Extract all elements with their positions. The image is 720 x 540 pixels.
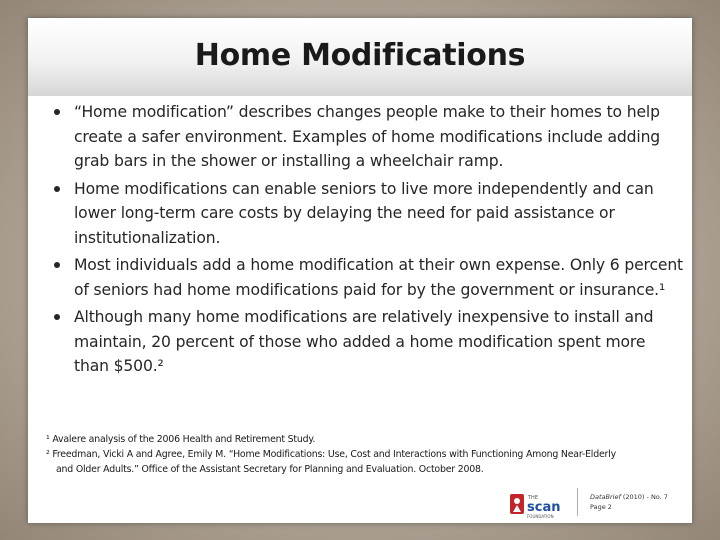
logo-divider [577,488,578,516]
brief-number: No. 7 [650,493,668,501]
footnotes [46,432,686,477]
data-brief-label [590,492,668,512]
logo-small-text: THE [528,495,538,501]
bullet-text: Although many home modifications are relatively inexpensive to install and maintain, 20 percent of those who added a home modification spent more than $500.² [74,308,654,375]
brief-series: DataBrief [590,493,621,501]
bullet-item [54,305,684,379]
brief-line-1: DataBrief (2010) - No. 7 [590,493,668,501]
bullet-dot-icon [54,186,60,192]
bullet-text: Home modifications can enable seniors to live more independently and can lower long-term care costs by delaying the need for paid assistance or institutionalization. [74,179,654,247]
brief-year: (2010) [622,493,645,501]
slide-title: Home Modifications [194,38,526,73]
bullet-list [54,100,684,382]
scan-foundation-logo [508,490,576,522]
title-band [28,18,692,96]
bullet-item [54,253,684,302]
bullet-dot-icon [54,262,60,268]
logo-mark-icon [508,490,576,522]
logo-name: scan [527,500,561,515]
bullet-text: “Home modification” describes changes people make to their homes to help create a safer environment. Examples of home modifications include adding grab bars in the shower or installing a wheelchair ramp. [74,103,661,170]
bullet-item [54,177,684,251]
footnote-2-line-1: ² Freedman, Vicki A and Agree, Emily M. “Home Modifications: Use, Cost and Interactions with Functioning Among Near-Elderly [46,449,616,460]
bullet-text: Most individuals add a home modification at their own expense. Only 6 percent of seniors had home modifications paid for by the government or insurance.¹ [74,256,684,299]
logo-tagline: FOUNDATION [527,514,554,519]
slide [28,18,692,523]
footnote-1: ¹ Avalere analysis of the 2006 Health and Retirement Study. [46,434,316,445]
brief-page: Page 2 [590,503,612,511]
bullet-item [54,100,684,174]
bullet-dot-icon [54,314,60,320]
footnote-2-line-2: and Older Adults.” Office of the Assistant Secretary for Planning and Evaluation. October 2008. [56,464,484,475]
bullet-dot-icon [54,109,60,115]
